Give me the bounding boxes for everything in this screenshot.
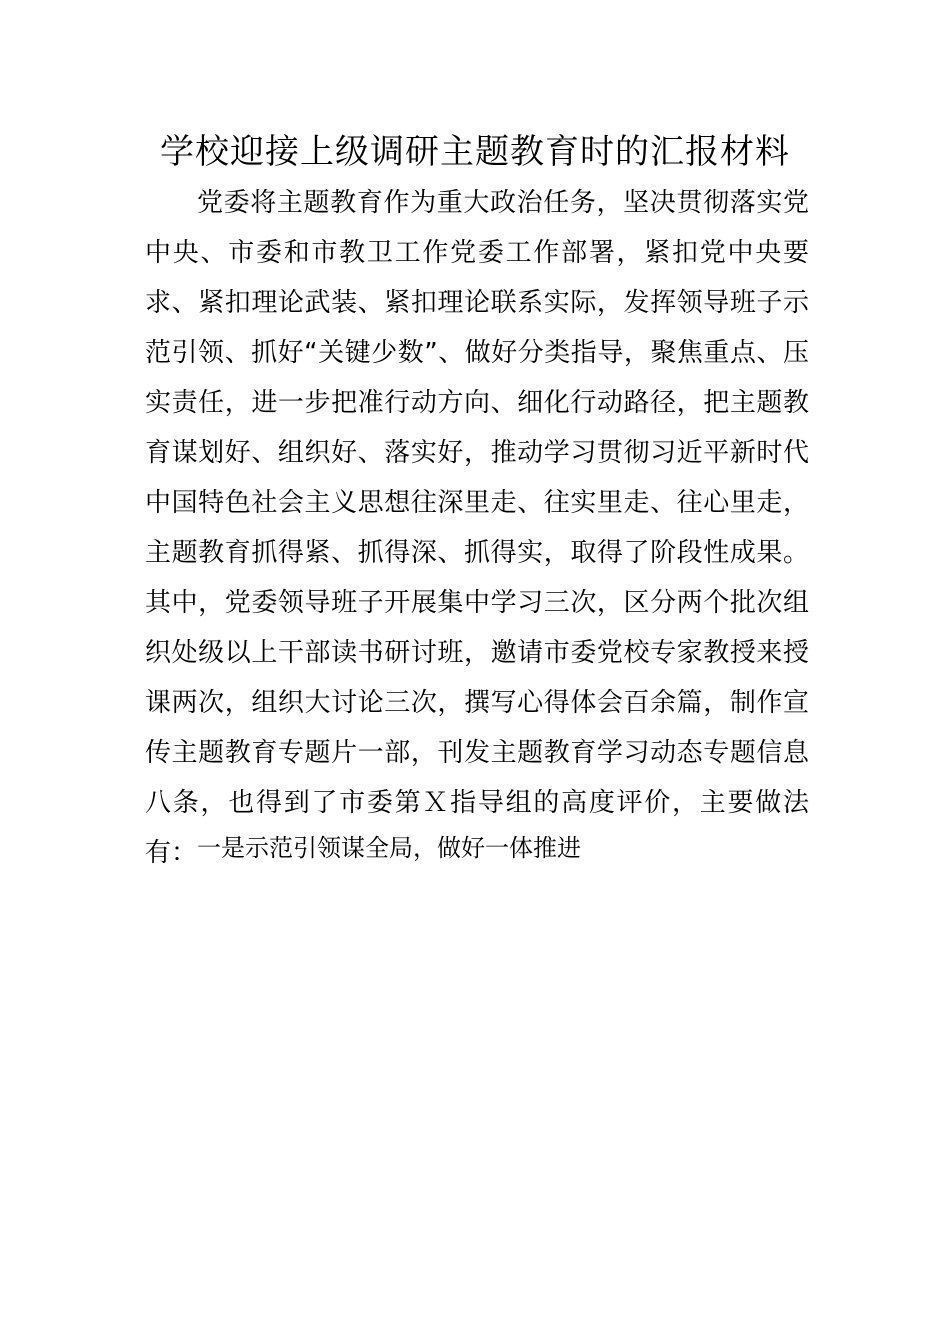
body-paragraph: 党委将主题教育作为重大政治任务，坚决贯彻落实党中央、市委和市教卫工作党委工作部署，紧扣党中央要求、紧扣理论武装、紧扣理论联系实际，发挥领导班子示范引领、抓好“关键少数”、做好分类指导，聚焦重点、压实责任，进一步把准行动方向、细化行动路径，把主题教育谋划好、组织好、落实好，推动学习贯彻习近平新时代中国特色社会主义思想往深里走、往实里走、往心里走，主题教育抓得紧、抓得深、抓得实，取得了阶段性成果。其中，党委领导班子开展集中学习三次，区分两个批次组织处级以上干部读书研讨班，邀请市委党校专家教授来授课两次，组织大讨论三次，撰写心得体会百余篇，制作宣传主题教育专题片一部，刊发主题教育学习动态专题信息八条，也得到了市委第Ｘ指导组的高度评价，主要做法有： [145,188,809,868]
section-heading: 一是示范引领谋全局，做好一体推进 [197,834,581,862]
document-title: 学校迎接上级调研主题教育时的汇报材料 [160,132,790,172]
